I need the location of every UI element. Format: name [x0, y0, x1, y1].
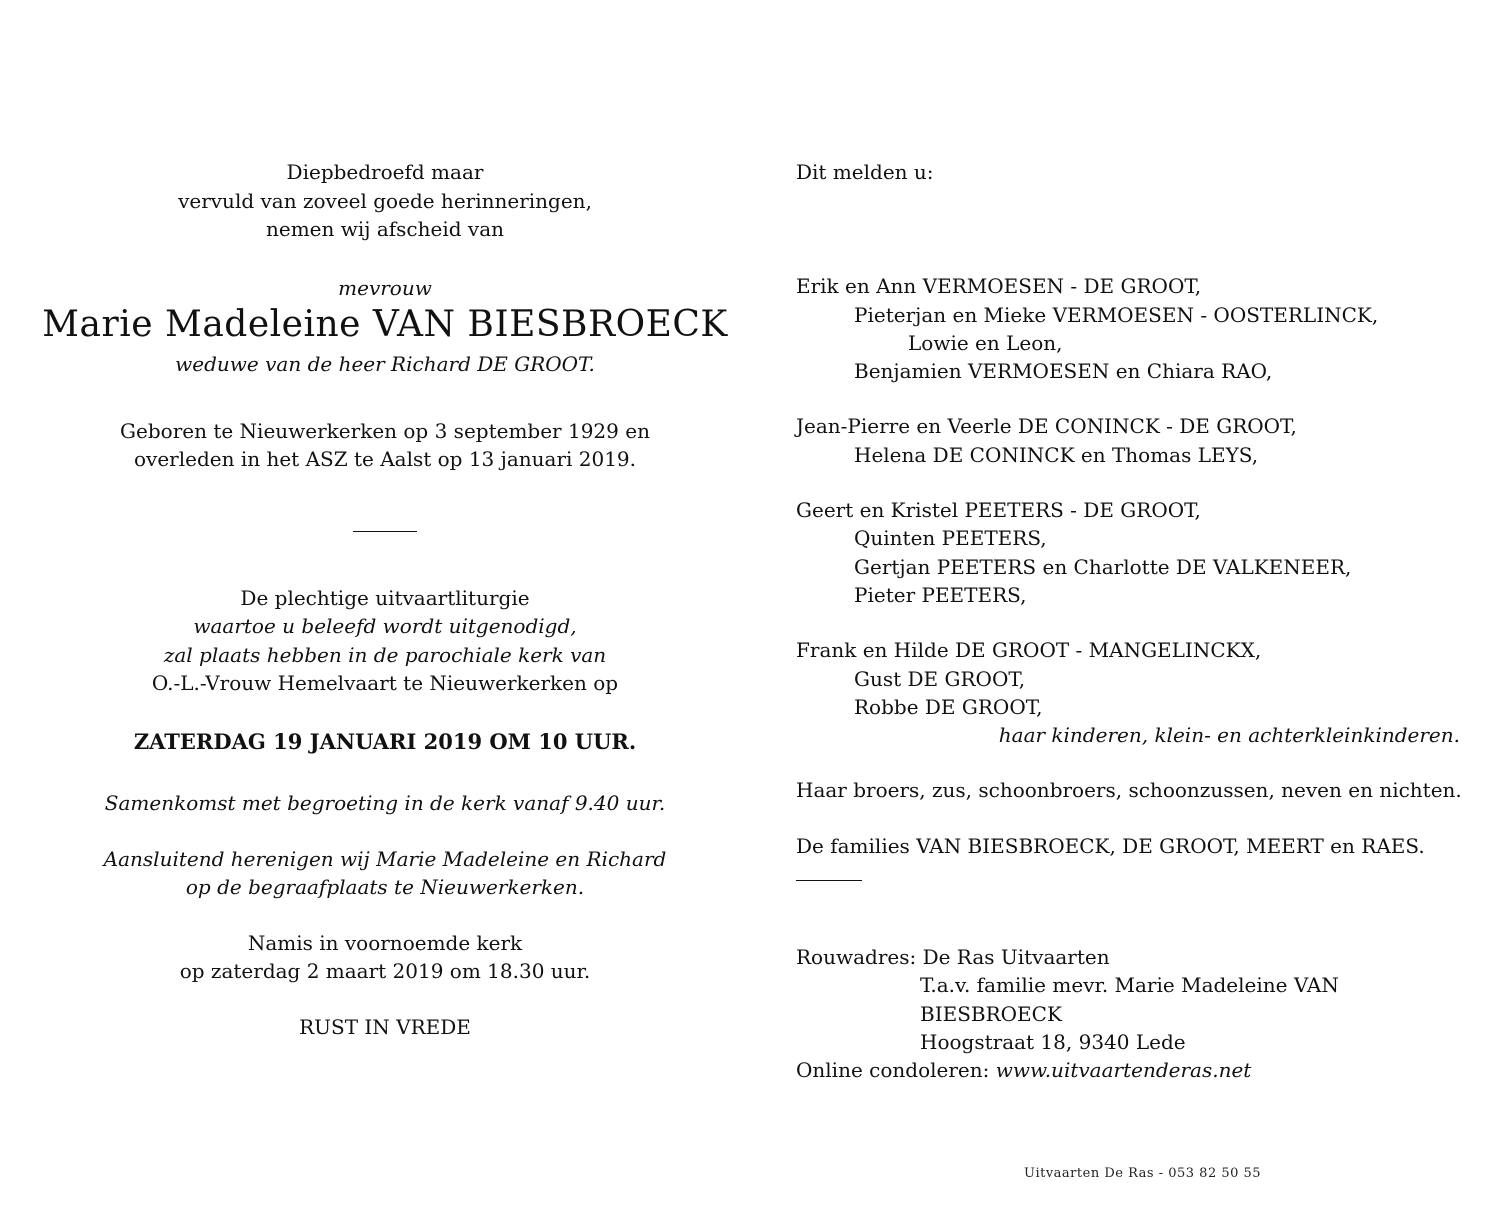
- family-line: Helena DE CONINCK en Thomas LEYS,: [854, 442, 1259, 467]
- death-line: overleden in het ASZ te Aalst op 13 januari 2019.: [133, 447, 637, 471]
- burial-line: op de begraafplaats te Nieuwerkerken.: [185, 875, 585, 899]
- online-label: Online condoleren:: [796, 1058, 996, 1083]
- funeral-date: ZATERDAG 19 JANUARI 2019 OM 10 UUR.: [133, 728, 637, 754]
- family-line: Gust DE GROOT,: [854, 666, 1026, 691]
- liturgy-line: waartoe u beleefd wordt uitgenodigd,: [193, 614, 577, 638]
- right-column: [796, 158, 1486, 1085]
- widow-line: weduwe van de heer Richard DE GROOT.: [175, 352, 595, 376]
- siblings-line: Haar broers, zus, schoonbroers, schoonzussen, neven en nichten.: [796, 778, 1462, 803]
- family-line: Lowie en Leon,: [908, 330, 1063, 355]
- burial-line: Aansluitend herenigen wij Marie Madeleine en Richard: [103, 846, 667, 871]
- family-line: Erik en Ann VERMOESEN - DE GROOT,: [796, 274, 1202, 299]
- heading: Dit melden u:: [796, 160, 934, 184]
- online-condolence-line: [796, 1056, 1486, 1084]
- family-line: Frank en Hilde DE GROOT - MANGELINCKX,: [796, 638, 1262, 663]
- address-line: T.a.v. familie mevr. Marie Madeleine VAN BIESBROECK: [920, 973, 1339, 1026]
- families-line: De families VAN BIESBROECK, DE GROOT, MEERT en RAES.: [796, 833, 1425, 858]
- left-column: [40, 158, 730, 1041]
- footer-contact: Uitvaarten De Ras - 053 82 50 55: [1024, 1166, 1262, 1181]
- children-caption: haar kinderen, klein- en achterkleinkinderen.: [998, 723, 1460, 748]
- family-line: Pieterjan en Mieke VERMOESEN - OOSTERLINCK,: [854, 302, 1379, 327]
- family-line: Pieter PEETERS,: [854, 582, 1027, 607]
- family-line: Quinten PEETERS,: [854, 526, 1047, 551]
- closing-line: RUST IN VREDE: [299, 1014, 471, 1039]
- deceased-name: Marie Madeleine VAN BIESBROECK: [42, 304, 728, 345]
- family-line: Benjamien VERMOESEN en Chiara RAO,: [854, 359, 1273, 384]
- intro-line: Diepbedroefd maar: [286, 160, 484, 184]
- liturgy-line: O.-L.-Vrouw Hemelvaart te Nieuwerkerken op: [151, 671, 619, 695]
- online-url-link[interactable]: www.uitvaartenderas.net: [995, 1058, 1252, 1083]
- namis-line: op zaterdag 2 maart 2019 om 18.30 uur.: [179, 959, 591, 983]
- family-line: Jean-Pierre en Veerle DE CONINCK - DE GROOT,: [796, 414, 1297, 439]
- salutation: mevrouw: [338, 275, 432, 300]
- family-line: Robbe DE GROOT,: [854, 694, 1043, 719]
- gathering-line: Samenkomst met begroeting in de kerk vanaf 9.40 uur.: [104, 791, 666, 815]
- family-line: Gertjan PEETERS en Charlotte DE VALKENEER,: [854, 554, 1352, 579]
- birth-line: Geboren te Nieuwerkerken op 3 september 1929 en: [120, 418, 650, 443]
- intro-line: vervuld van zoveel goede herinneringen,: [178, 188, 592, 213]
- family-line: Geert en Kristel PEETERS - DE GROOT,: [796, 498, 1201, 523]
- namis-line: Namis in voornoemde kerk: [247, 930, 523, 955]
- liturgy-line: zal plaats hebben in de parochiale kerk van: [163, 642, 607, 667]
- address-line: Rouwadres: De Ras Uitvaarten: [796, 945, 1110, 970]
- address-line: Hoogstraat 18, 9340 Lede: [920, 1029, 1186, 1054]
- intro-line: nemen wij afscheid van: [266, 217, 504, 241]
- liturgy-line: De plechtige uitvaartliturgie: [240, 585, 530, 610]
